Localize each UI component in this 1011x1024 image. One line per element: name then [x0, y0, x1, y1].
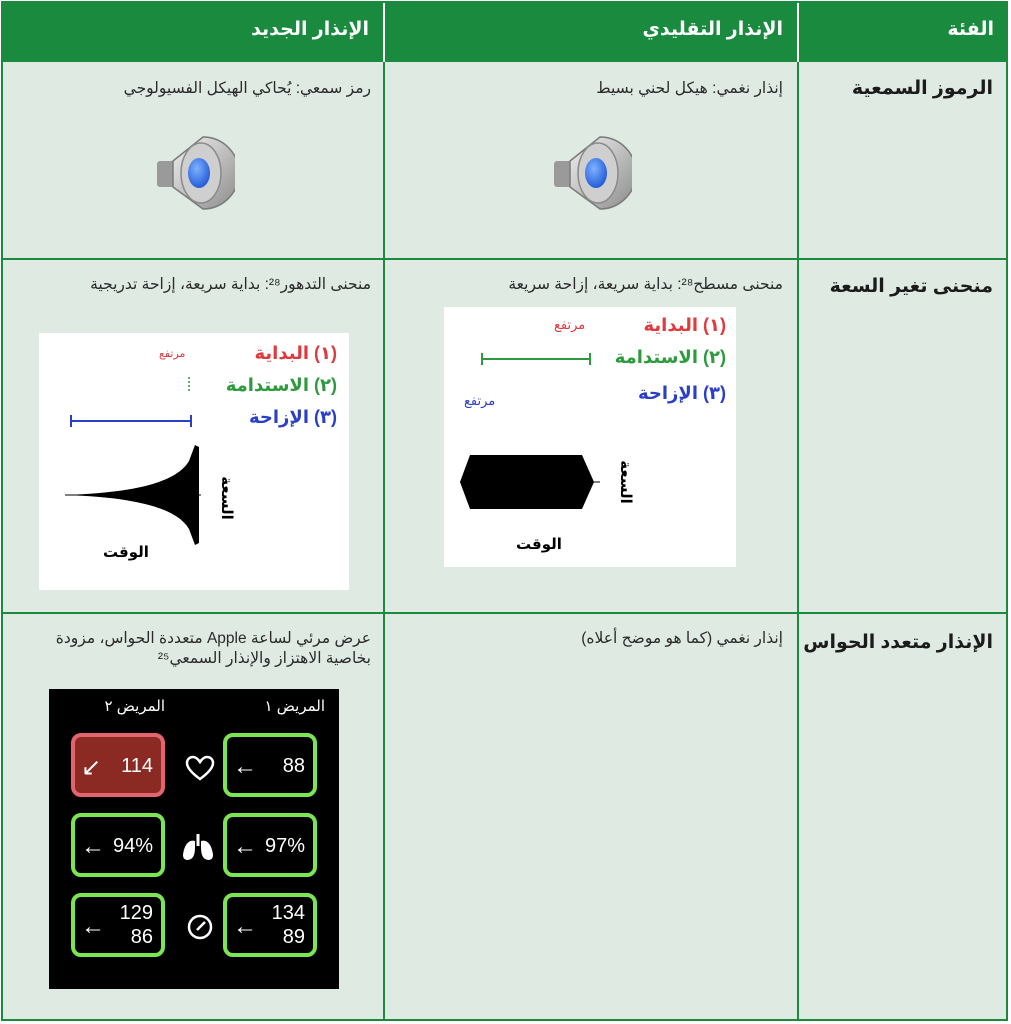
header-new: الإنذار الجديد — [251, 19, 369, 40]
traditional-envelope-text: منحنى مسطح²⁸: بداية سريعة، إزاحة سريعة — [508, 276, 783, 293]
traditional-auditory-text: إنذار نغمي: هيكل لحني بسيط — [596, 80, 783, 97]
arrow-left-icon: ← — [81, 913, 105, 940]
arrow-left-icon: ← — [81, 833, 105, 860]
patient-2-blood-pressure — [120, 901, 153, 949]
patient-2-diastolic: 86 — [130, 926, 153, 948]
header-divider — [797, 3, 799, 62]
patient-2-heart-rate-tile — [71, 733, 165, 797]
onset-label: (١) البداية — [254, 343, 337, 363]
heart-icon — [185, 755, 215, 781]
time-axis-label: الوقت — [516, 536, 562, 553]
patient-2-spo2: 94% — [112, 835, 153, 857]
patient-1-blood-pressure-tile — [223, 893, 317, 957]
column-divider — [383, 3, 385, 1019]
patient-2-heart-rate: 114 — [121, 755, 153, 777]
arrow-left-icon: ← — [233, 913, 257, 940]
flat-envelope-waveform — [460, 451, 600, 513]
patient-1-spo2: 97% — [264, 835, 305, 857]
column-divider — [797, 3, 799, 1019]
sustain-duration-line — [480, 351, 592, 367]
header-category: الفئة — [947, 19, 994, 40]
comparison-table — [1, 1, 1008, 1021]
patient-1-spo2-tile — [223, 813, 317, 877]
new-envelope-text: منحنى التدهور²⁸: بداية سريعة، إزاحة تدريجية — [90, 276, 371, 293]
row-divider — [3, 258, 1006, 260]
category-amplitude-envelope: منحنى تغير السعة — [829, 276, 993, 297]
offset-label: (٣) الإزاحة — [638, 383, 726, 403]
speaker-icon — [151, 131, 235, 215]
onset-high-label: مرتفع — [159, 348, 186, 360]
header-traditional: الإنذار التقليدي — [642, 19, 783, 40]
flat-envelope-chart — [444, 307, 736, 567]
patient-1-diastolic: 89 — [282, 926, 305, 948]
category-multisensory: الإنذار متعدد الحواس — [803, 632, 993, 653]
new-auditory-text: رمز سمعي: يُحاكي الهيكل الفسيولوجي — [123, 80, 371, 97]
row-divider — [3, 612, 1006, 614]
apple-watch-display — [49, 689, 339, 989]
amplitude-axis-label: السعة — [217, 476, 235, 520]
lungs-icon — [181, 833, 215, 863]
decay-envelope-waveform — [65, 443, 201, 547]
table-header — [3, 3, 1006, 62]
patient-1-systolic: 134 — [271, 902, 305, 924]
offset-duration-line — [69, 413, 195, 429]
patient-1-heart-rate-tile — [223, 733, 317, 797]
patient-2-systolic: 129 — [119, 902, 153, 924]
new-multisensory-text: عرض مرئي لساعة Apple متعددة الحواس، مزودة بخاصية الاهتزاز والإنذار السمعي²⁵ — [55, 630, 371, 667]
gauge-icon — [186, 913, 214, 941]
offset-high-label: مرتفع — [464, 393, 496, 408]
decay-envelope-chart — [39, 333, 349, 590]
onset-label: (١) البداية — [643, 315, 726, 335]
traditional-multisensory-text: إنذار نغمي (كما هو موضح أعلاه) — [581, 630, 783, 647]
category-auditory-icons: الرموز السمعية — [851, 78, 993, 99]
patient-2-label: المريض ٢ — [104, 698, 165, 715]
header-divider — [383, 3, 385, 62]
patient-1-heart-rate: 88 — [282, 755, 305, 777]
arrow-left-icon: ← — [233, 833, 257, 860]
speaker-icon — [548, 131, 632, 215]
amplitude-axis-label: السعة — [616, 460, 634, 504]
offset-label: (٣) الإزاحة — [249, 407, 337, 427]
onset-high-label: مرتفع — [554, 317, 586, 332]
patient-1-blood-pressure — [272, 901, 305, 949]
patient-2-spo2-tile — [71, 813, 165, 877]
sustain-label: (٢) الاستدامة — [614, 347, 726, 367]
patient-1-label: المريض ١ — [264, 698, 325, 715]
arrow-down-left-icon: ↙ — [81, 754, 102, 781]
arrow-left-icon: ← — [233, 753, 257, 780]
time-axis-label: الوقت — [103, 544, 149, 561]
sustain-duration-line — [187, 377, 191, 393]
sustain-label: (٢) الاستدامة — [225, 375, 337, 395]
patient-2-blood-pressure-tile — [71, 893, 165, 957]
